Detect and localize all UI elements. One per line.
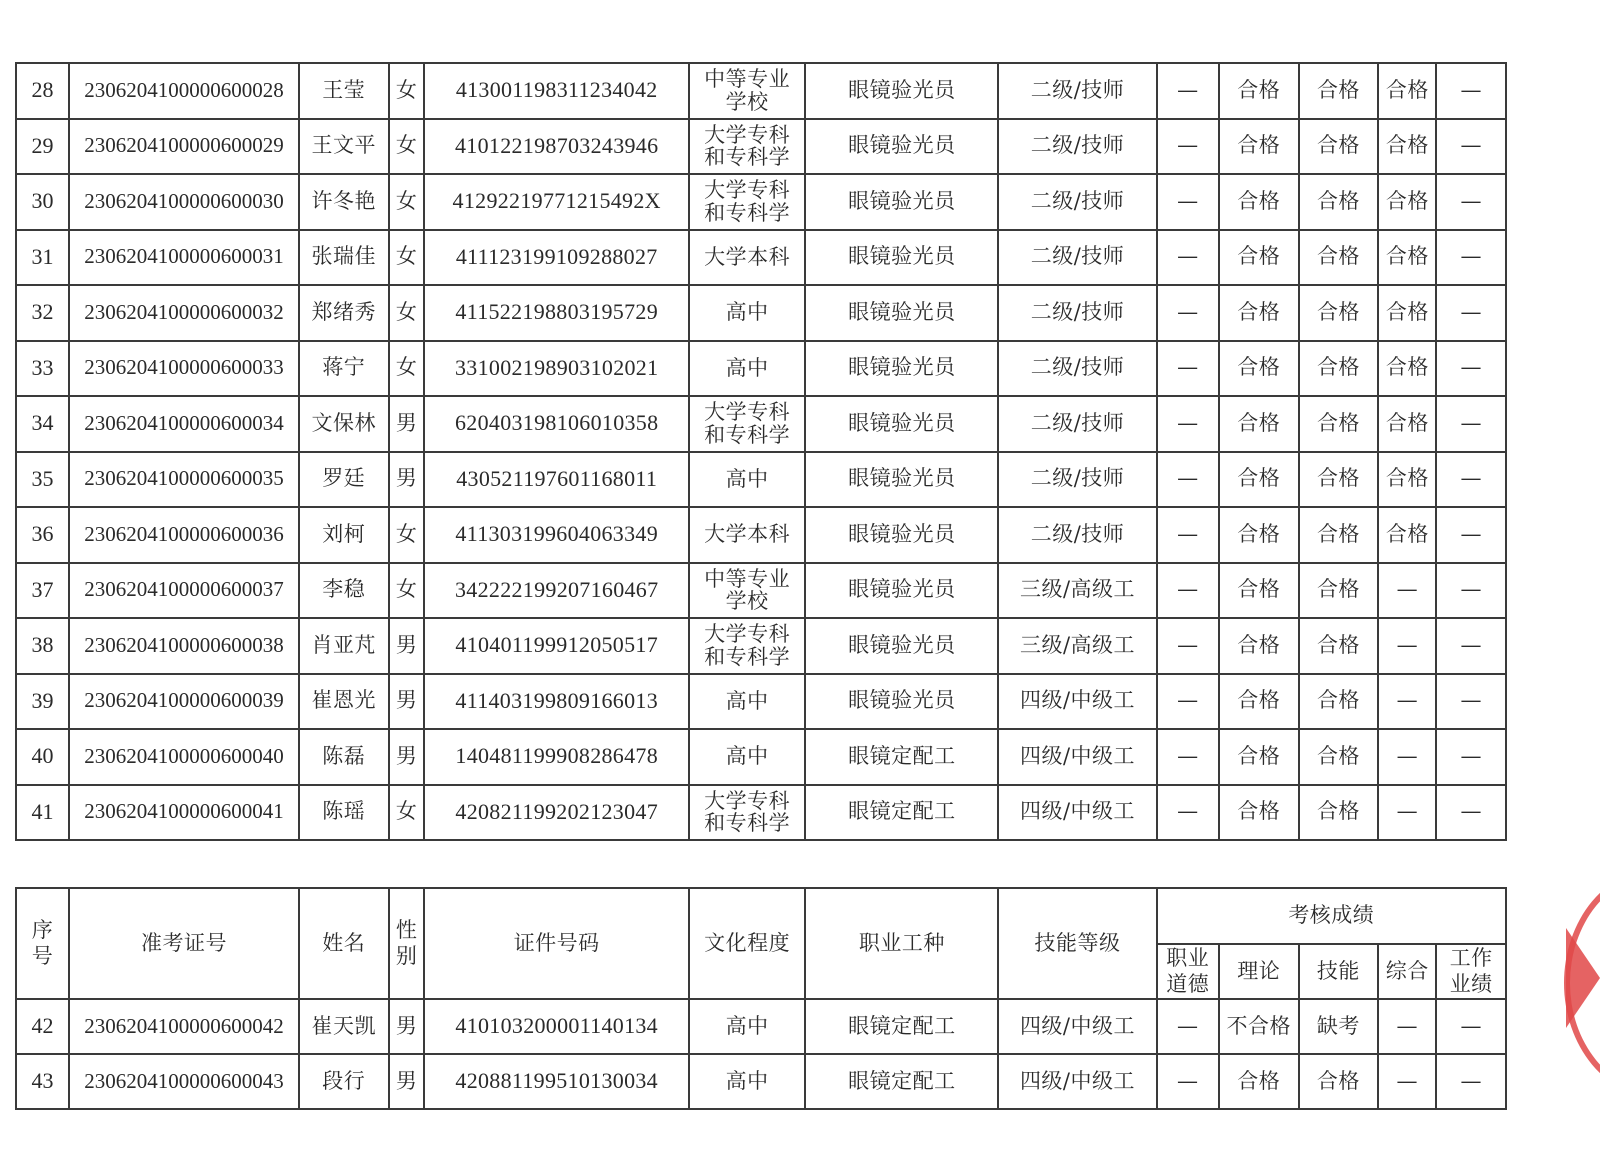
table-row bbox=[16, 174, 1506, 230]
cell-comprehensive: 合格 bbox=[1378, 174, 1436, 230]
table-row bbox=[16, 674, 1506, 730]
results-table-body bbox=[16, 63, 1506, 840]
cell-education: 大学本科 bbox=[689, 507, 805, 563]
cell-skill: 合格 bbox=[1299, 507, 1379, 563]
cell-seq: 31 bbox=[16, 230, 69, 286]
cell-work-performance: — bbox=[1436, 507, 1506, 563]
official-seal-partial bbox=[1560, 868, 1600, 1098]
cell-seq: 29 bbox=[16, 119, 69, 175]
cell-seq: 42 bbox=[16, 999, 69, 1054]
results-table-continued bbox=[15, 62, 1507, 841]
cell-skill-level: 二级/技师 bbox=[998, 396, 1156, 452]
cell-education: 高中 bbox=[689, 1054, 805, 1109]
cell-gender: 女 bbox=[389, 285, 425, 341]
cell-comprehensive: 合格 bbox=[1378, 341, 1436, 397]
cell-ticket: 2306204100000600038 bbox=[69, 618, 299, 674]
cell-ticket: 2306204100000600029 bbox=[69, 119, 299, 175]
cell-theory: 合格 bbox=[1219, 63, 1299, 119]
cell-skill-level: 四级/中级工 bbox=[998, 999, 1156, 1054]
cell-skill-level: 三级/高级工 bbox=[998, 563, 1156, 619]
cell-gender: 男 bbox=[389, 452, 425, 508]
header-seq: 序 号 bbox=[16, 888, 69, 999]
cell-work-performance: — bbox=[1436, 396, 1506, 452]
cell-education: 高中 bbox=[689, 452, 805, 508]
cell-comprehensive: — bbox=[1378, 618, 1436, 674]
results-table-final bbox=[15, 887, 1507, 1110]
cell-work-performance: — bbox=[1436, 729, 1506, 785]
header-gender: 性 别 bbox=[389, 888, 425, 999]
cell-skill-level: 四级/中级工 bbox=[998, 1054, 1156, 1109]
cell-education: 大学专科 和专科学 bbox=[689, 119, 805, 175]
cell-theory: 合格 bbox=[1219, 507, 1299, 563]
cell-gender: 男 bbox=[389, 729, 425, 785]
cell-ethics: — bbox=[1157, 452, 1219, 508]
cell-theory: 合格 bbox=[1219, 563, 1299, 619]
cell-theory: 合格 bbox=[1219, 1054, 1299, 1109]
cell-name: 张瑞佳 bbox=[299, 230, 389, 286]
cell-education: 大学专科 和专科学 bbox=[689, 396, 805, 452]
table-row bbox=[16, 999, 1506, 1054]
cell-ethics: — bbox=[1157, 1054, 1219, 1109]
cell-id-number: 411403199809166013 bbox=[424, 674, 689, 730]
cell-name: 文保林 bbox=[299, 396, 389, 452]
cell-gender: 男 bbox=[389, 396, 425, 452]
cell-work-performance: — bbox=[1436, 63, 1506, 119]
table-row bbox=[16, 63, 1506, 119]
cell-comprehensive: 合格 bbox=[1378, 285, 1436, 341]
cell-comprehensive: 合格 bbox=[1378, 119, 1436, 175]
cell-skill: 合格 bbox=[1299, 618, 1379, 674]
cell-seq: 33 bbox=[16, 341, 69, 397]
cell-gender: 女 bbox=[389, 119, 425, 175]
cell-id-number: 620403198106010358 bbox=[424, 396, 689, 452]
table-row bbox=[16, 396, 1506, 452]
cell-education: 中等专业 学校 bbox=[689, 63, 805, 119]
cell-ethics: — bbox=[1157, 563, 1219, 619]
cell-id-number: 411303199604063349 bbox=[424, 507, 689, 563]
cell-education: 大学专科 和专科学 bbox=[689, 618, 805, 674]
cell-ethics: — bbox=[1157, 341, 1219, 397]
cell-theory: 合格 bbox=[1219, 285, 1299, 341]
cell-theory: 合格 bbox=[1219, 452, 1299, 508]
cell-occupation: 眼镜验光员 bbox=[805, 396, 998, 452]
cell-theory: 不合格 bbox=[1219, 999, 1299, 1054]
seal-star-fragment bbox=[1566, 928, 1600, 1028]
cell-skill: 合格 bbox=[1299, 396, 1379, 452]
cell-id-number: 140481199908286478 bbox=[424, 729, 689, 785]
cell-id-number: 410401199912050517 bbox=[424, 618, 689, 674]
cell-seq: 37 bbox=[16, 563, 69, 619]
cell-seq: 28 bbox=[16, 63, 69, 119]
cell-work-performance: — bbox=[1436, 563, 1506, 619]
cell-ethics: — bbox=[1157, 285, 1219, 341]
cell-comprehensive: 合格 bbox=[1378, 396, 1436, 452]
cell-skill: 合格 bbox=[1299, 1054, 1379, 1109]
cell-theory: 合格 bbox=[1219, 674, 1299, 730]
cell-gender: 女 bbox=[389, 63, 425, 119]
cell-name: 刘柯 bbox=[299, 507, 389, 563]
cell-seq: 43 bbox=[16, 1054, 69, 1109]
cell-skill: 合格 bbox=[1299, 563, 1379, 619]
cell-seq: 34 bbox=[16, 396, 69, 452]
cell-occupation: 眼镜定配工 bbox=[805, 785, 998, 841]
cell-education: 高中 bbox=[689, 729, 805, 785]
cell-theory: 合格 bbox=[1219, 230, 1299, 286]
cell-gender: 男 bbox=[389, 999, 425, 1054]
cell-occupation: 眼镜验光员 bbox=[805, 63, 998, 119]
cell-id-number: 331002198903102021 bbox=[424, 341, 689, 397]
cell-skill-level: 四级/中级工 bbox=[998, 785, 1156, 841]
cell-id-number: 420881199510130034 bbox=[424, 1054, 688, 1109]
cell-skill: 合格 bbox=[1299, 174, 1379, 230]
cell-work-performance: — bbox=[1436, 174, 1506, 230]
cell-comprehensive: 合格 bbox=[1378, 507, 1436, 563]
cell-ethics: — bbox=[1157, 618, 1219, 674]
cell-id-number: 411522198803195729 bbox=[424, 285, 689, 341]
cell-theory: 合格 bbox=[1219, 618, 1299, 674]
cell-ethics: — bbox=[1157, 999, 1219, 1054]
cell-theory: 合格 bbox=[1219, 119, 1299, 175]
cell-comprehensive: — bbox=[1378, 785, 1436, 841]
cell-skill-level: 四级/中级工 bbox=[998, 674, 1156, 730]
cell-skill: 合格 bbox=[1299, 341, 1379, 397]
cell-education: 高中 bbox=[689, 341, 805, 397]
cell-ticket: 2306204100000600041 bbox=[69, 785, 299, 841]
cell-name: 段行 bbox=[299, 1054, 389, 1109]
cell-ticket: 2306204100000600039 bbox=[69, 674, 299, 730]
cell-name: 崔恩光 bbox=[299, 674, 389, 730]
cell-gender: 女 bbox=[389, 785, 425, 841]
cell-id-number: 410103200001140134 bbox=[424, 999, 688, 1054]
cell-theory: 合格 bbox=[1219, 396, 1299, 452]
table-row bbox=[16, 507, 1506, 563]
cell-gender: 男 bbox=[389, 1054, 425, 1109]
cell-ethics: — bbox=[1157, 785, 1219, 841]
cell-ethics: — bbox=[1157, 396, 1219, 452]
cell-education: 大学本科 bbox=[689, 230, 805, 286]
cell-ticket: 2306204100000600042 bbox=[69, 999, 299, 1054]
cell-occupation: 眼镜验光员 bbox=[805, 341, 998, 397]
cell-work-performance: — bbox=[1436, 785, 1506, 841]
cell-skill: 合格 bbox=[1299, 119, 1379, 175]
header-name: 姓名 bbox=[299, 888, 389, 999]
cell-occupation: 眼镜定配工 bbox=[805, 999, 998, 1054]
cell-gender: 女 bbox=[389, 563, 425, 619]
cell-theory: 合格 bbox=[1219, 785, 1299, 841]
cell-skill: 合格 bbox=[1299, 785, 1379, 841]
results-table-body-final bbox=[16, 999, 1506, 1109]
cell-ticket: 2306204100000600040 bbox=[69, 729, 299, 785]
cell-ethics: — bbox=[1157, 174, 1219, 230]
header-skill-level: 技能等级 bbox=[998, 888, 1156, 999]
cell-education: 大学专科 和专科学 bbox=[689, 785, 805, 841]
cell-seq: 35 bbox=[16, 452, 69, 508]
cell-work-performance: — bbox=[1436, 1054, 1506, 1109]
cell-id-number: 430521197601168011 bbox=[424, 452, 689, 508]
cell-work-performance: — bbox=[1436, 618, 1506, 674]
table-row bbox=[16, 563, 1506, 619]
header-ethics: 职业 道德 bbox=[1157, 944, 1219, 999]
cell-skill-level: 二级/技师 bbox=[998, 119, 1156, 175]
cell-theory: 合格 bbox=[1219, 729, 1299, 785]
cell-ticket: 2306204100000600043 bbox=[69, 1054, 299, 1109]
cell-ethics: — bbox=[1157, 119, 1219, 175]
cell-comprehensive: — bbox=[1378, 674, 1436, 730]
cell-occupation: 眼镜验光员 bbox=[805, 174, 998, 230]
cell-id-number: 41292219771215492X bbox=[424, 174, 689, 230]
table-row bbox=[16, 785, 1506, 841]
cell-occupation: 眼镜验光员 bbox=[805, 507, 998, 563]
cell-work-performance: — bbox=[1436, 230, 1506, 286]
cell-ticket: 2306204100000600037 bbox=[69, 563, 299, 619]
cell-skill-level: 二级/技师 bbox=[998, 63, 1156, 119]
table-row bbox=[16, 1054, 1506, 1109]
cell-comprehensive: — bbox=[1378, 999, 1436, 1054]
cell-ticket: 2306204100000600035 bbox=[69, 452, 299, 508]
cell-occupation: 眼镜验光员 bbox=[805, 674, 998, 730]
cell-skill: 合格 bbox=[1299, 63, 1379, 119]
header-occupation: 职业工种 bbox=[805, 888, 998, 999]
header-work-performance: 工作 业绩 bbox=[1436, 944, 1506, 999]
cell-ticket: 2306204100000600034 bbox=[69, 396, 299, 452]
cell-skill-level: 二级/技师 bbox=[998, 341, 1156, 397]
cell-name: 罗廷 bbox=[299, 452, 389, 508]
cell-name: 崔天凯 bbox=[299, 999, 389, 1054]
cell-work-performance: — bbox=[1436, 674, 1506, 730]
cell-education: 大学专科 和专科学 bbox=[689, 174, 805, 230]
cell-skill: 合格 bbox=[1299, 674, 1379, 730]
cell-occupation: 眼镜验光员 bbox=[805, 618, 998, 674]
cell-seq: 30 bbox=[16, 174, 69, 230]
cell-ticket: 2306204100000600033 bbox=[69, 341, 299, 397]
cell-skill-level: 二级/技师 bbox=[998, 230, 1156, 286]
cell-occupation: 眼镜定配工 bbox=[805, 1054, 998, 1109]
cell-seq: 38 bbox=[16, 618, 69, 674]
cell-skill-level: 四级/中级工 bbox=[998, 729, 1156, 785]
cell-comprehensive: — bbox=[1378, 563, 1436, 619]
cell-comprehensive: 合格 bbox=[1378, 452, 1436, 508]
cell-name: 肖亚芃 bbox=[299, 618, 389, 674]
cell-id-number: 420821199202123047 bbox=[424, 785, 689, 841]
cell-name: 陈瑶 bbox=[299, 785, 389, 841]
table-row bbox=[16, 452, 1506, 508]
cell-ticket: 2306204100000600031 bbox=[69, 230, 299, 286]
cell-skill: 合格 bbox=[1299, 285, 1379, 341]
header-id-number: 证件号码 bbox=[424, 888, 688, 999]
cell-name: 王莹 bbox=[299, 63, 389, 119]
cell-ticket: 2306204100000600030 bbox=[69, 174, 299, 230]
cell-occupation: 眼镜验光员 bbox=[805, 285, 998, 341]
cell-skill: 合格 bbox=[1299, 729, 1379, 785]
cell-work-performance: — bbox=[1436, 285, 1506, 341]
cell-ethics: — bbox=[1157, 729, 1219, 785]
header-scores-group: 考核成绩 bbox=[1157, 888, 1506, 944]
cell-gender: 女 bbox=[389, 230, 425, 286]
cell-gender: 女 bbox=[389, 341, 425, 397]
cell-comprehensive: 合格 bbox=[1378, 230, 1436, 286]
cell-gender: 男 bbox=[389, 674, 425, 730]
table-row bbox=[16, 119, 1506, 175]
table-row bbox=[16, 285, 1506, 341]
table-row bbox=[16, 729, 1506, 785]
cell-theory: 合格 bbox=[1219, 341, 1299, 397]
cell-id-number: 342222199207160467 bbox=[424, 563, 689, 619]
cell-comprehensive: — bbox=[1378, 1054, 1436, 1109]
header-comprehensive: 综合 bbox=[1378, 944, 1436, 999]
table-header bbox=[16, 888, 1506, 999]
table-row bbox=[16, 341, 1506, 397]
cell-seq: 40 bbox=[16, 729, 69, 785]
cell-seq: 41 bbox=[16, 785, 69, 841]
cell-skill-level: 三级/高级工 bbox=[998, 618, 1156, 674]
cell-skill: 合格 bbox=[1299, 230, 1379, 286]
header-education: 文化程度 bbox=[689, 888, 805, 999]
cell-id-number: 411123199109288027 bbox=[424, 230, 689, 286]
cell-theory: 合格 bbox=[1219, 174, 1299, 230]
cell-seq: 39 bbox=[16, 674, 69, 730]
cell-work-performance: — bbox=[1436, 999, 1506, 1054]
cell-id-number: 413001198311234042 bbox=[424, 63, 689, 119]
cell-occupation: 眼镜验光员 bbox=[805, 563, 998, 619]
cell-ethics: — bbox=[1157, 507, 1219, 563]
cell-id-number: 410122198703243946 bbox=[424, 119, 689, 175]
cell-gender: 男 bbox=[389, 618, 425, 674]
cell-gender: 女 bbox=[389, 174, 425, 230]
cell-occupation: 眼镜定配工 bbox=[805, 729, 998, 785]
cell-ticket: 2306204100000600032 bbox=[69, 285, 299, 341]
cell-ethics: — bbox=[1157, 230, 1219, 286]
cell-skill-level: 二级/技师 bbox=[998, 507, 1156, 563]
cell-skill: 缺考 bbox=[1299, 999, 1379, 1054]
cell-name: 王文平 bbox=[299, 119, 389, 175]
cell-gender: 女 bbox=[389, 507, 425, 563]
cell-seq: 32 bbox=[16, 285, 69, 341]
header-ticket: 准考证号 bbox=[69, 888, 299, 999]
cell-name: 蒋宁 bbox=[299, 341, 389, 397]
cell-occupation: 眼镜验光员 bbox=[805, 452, 998, 508]
cell-skill-level: 二级/技师 bbox=[998, 285, 1156, 341]
table-row bbox=[16, 618, 1506, 674]
header-theory: 理论 bbox=[1219, 944, 1299, 999]
cell-work-performance: — bbox=[1436, 119, 1506, 175]
cell-skill: 合格 bbox=[1299, 452, 1379, 508]
cell-occupation: 眼镜验光员 bbox=[805, 230, 998, 286]
cell-education: 高中 bbox=[689, 999, 805, 1054]
cell-ethics: — bbox=[1157, 63, 1219, 119]
cell-name: 李稳 bbox=[299, 563, 389, 619]
cell-occupation: 眼镜验光员 bbox=[805, 119, 998, 175]
cell-name: 许冬艳 bbox=[299, 174, 389, 230]
header-skill: 技能 bbox=[1299, 944, 1379, 999]
table-row bbox=[16, 230, 1506, 286]
cell-ticket: 2306204100000600028 bbox=[69, 63, 299, 119]
cell-education: 高中 bbox=[689, 674, 805, 730]
cell-ticket: 2306204100000600036 bbox=[69, 507, 299, 563]
cell-comprehensive: — bbox=[1378, 729, 1436, 785]
cell-skill-level: 二级/技师 bbox=[998, 452, 1156, 508]
cell-education: 中等专业 学校 bbox=[689, 563, 805, 619]
cell-comprehensive: 合格 bbox=[1378, 63, 1436, 119]
cell-ethics: — bbox=[1157, 674, 1219, 730]
cell-seq: 36 bbox=[16, 507, 69, 563]
cell-name: 郑绪秀 bbox=[299, 285, 389, 341]
cell-name: 陈磊 bbox=[299, 729, 389, 785]
cell-work-performance: — bbox=[1436, 341, 1506, 397]
cell-work-performance: — bbox=[1436, 452, 1506, 508]
cell-education: 高中 bbox=[689, 285, 805, 341]
cell-skill-level: 二级/技师 bbox=[998, 174, 1156, 230]
